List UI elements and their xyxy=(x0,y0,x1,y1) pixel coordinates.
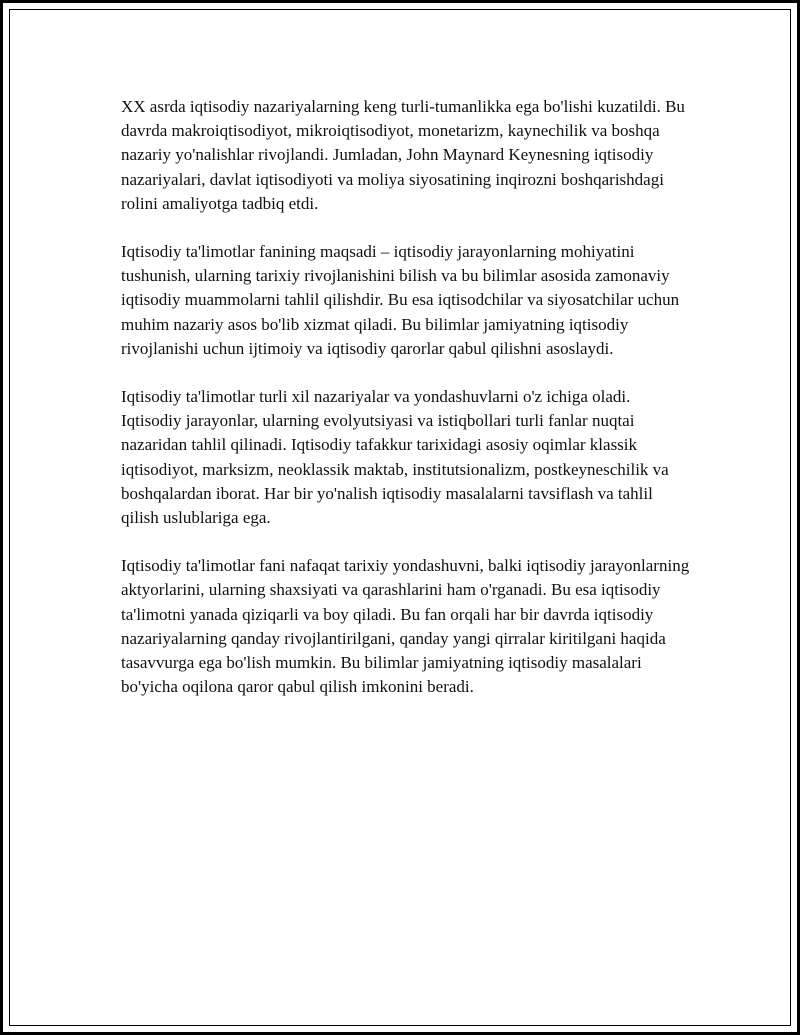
document-body xyxy=(121,95,693,723)
paragraph-3: Iqtisodiy ta'limotlar turli xil nazariyalar va yondashuvlarni o'z ichiga oladi. Iqtisodiy jarayonlar, ularning evolyutsiyasi va istiqbollari turli fanlar nuqtai nazaridan tahlil qilinadi. Iqtisodiy tafakkur tarixidagi asosiy oqimlar klassik iqtisodiyot, marksizm, neoklassik maktab, institutsionalizm, postkeyneschilik va boshqalardan iborat. Har bir yo'nalish iqtisodiy masalalarni tavsiflash va tahlil qilish uslublariga ega. xyxy=(121,387,669,528)
paragraph-1: XX asrda iqtisodiy nazariyalarning keng turli-tumanlikka ega bo'lishi kuzatildi. Bu davrda makroiqtisodiyot, mikroiqtisodiyot, monetarizm, kaynechilik va boshqa nazariy yo'nalishlar rivojlandi. Jumladan, John Maynard Keynesning iqtisodiy nazariyalari, davlat iqtisodiyoti va moliya siyosatining inqirozni boshqarishdagi rolini amaliyotga tadbiq etdi. xyxy=(121,97,685,213)
paragraph-2: Iqtisodiy ta'limotlar fanining maqsadi – iqtisodiy jarayonlarning mohiyatini tushunish, ularning tarixiy rivojlanishini bilish va bu bilimlar asosida zamonaviy iqtisodiy muammolarni tahlil qilishdir. Bu esa iqtisodchilar va siyosatchilar uchun muhim nazariy asos bo'lib xizmat qiladi. Bu bilimlar jamiyatning iqtisodiy rivojlanishi uchun ijtimoiy va iqtisodiy qarorlar qabul qilishni asoslaydi. xyxy=(121,242,680,358)
paragraph-4: Iqtisodiy ta'limotlar fani nafaqat tarixiy yondashuvni, balki iqtisodiy jarayonlarning aktyorlarini, ularning shaxsiyati va qarashlarini ham o'rganadi. Bu esa iqtisodiy ta'limotni yanada qiziqarli va boy qiladi. Bu fan orqali har bir davrda iqtisodiy nazariyalarning qanday rivojlantirilgani, qanday yangi qirralar kiritilgani haqida tasavvurga ega bo'lish mumkin. Bu bilimlar jamiyatning iqtisodiy masalalari bo'yicha oqilona qaror qabul qilish imkonini beradi. xyxy=(121,556,690,697)
